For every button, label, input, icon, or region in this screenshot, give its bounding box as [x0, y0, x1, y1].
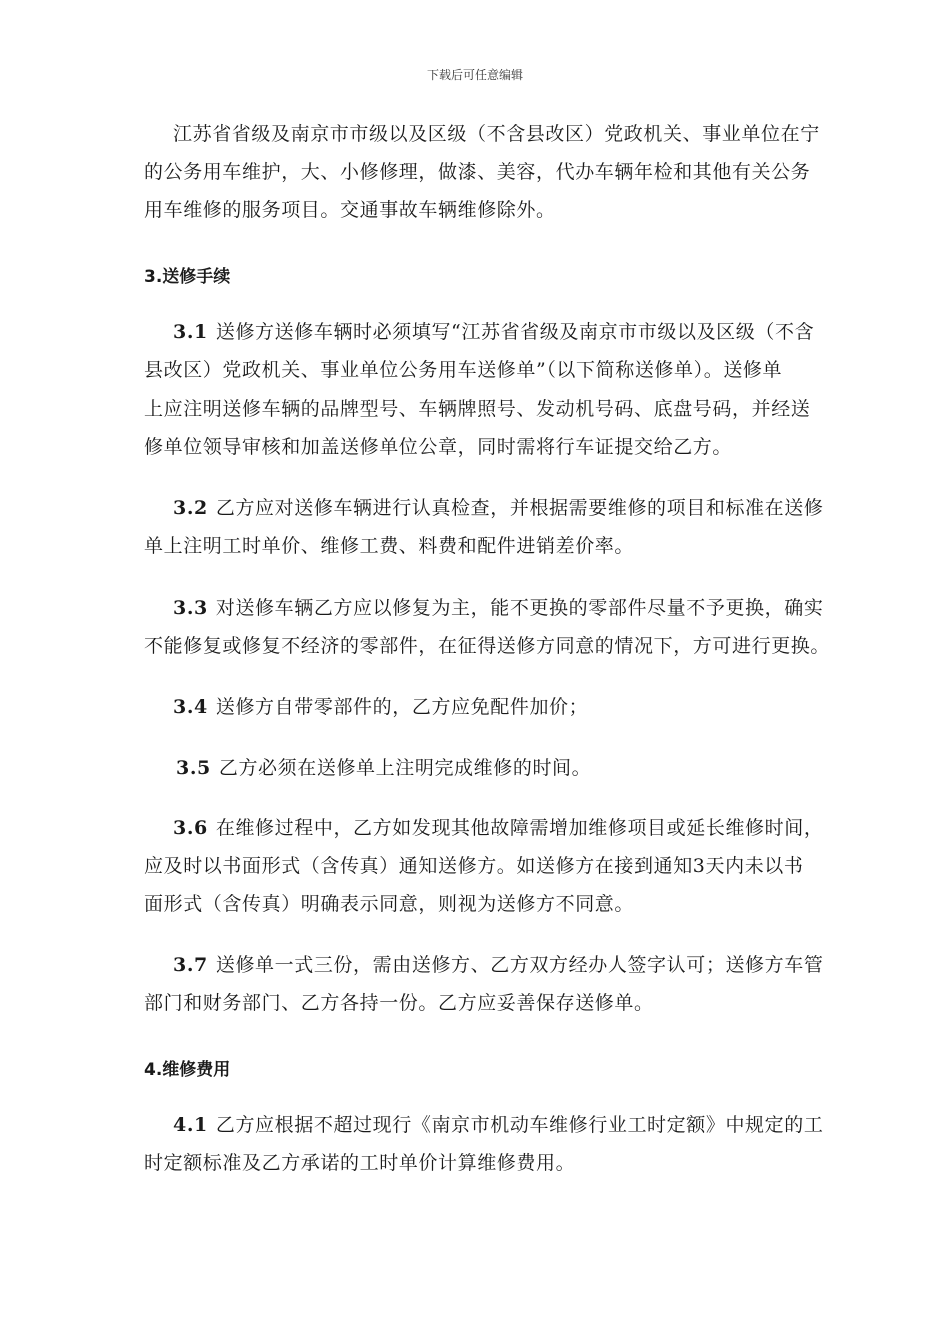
item-number: 3.7 [173, 954, 208, 976]
item-4-1-line-1: 4.1 乙方应根据不超过现行《南京市机动车维修行业工时定额》中规定的工 [173, 1114, 824, 1136]
item-number: 3.4 [173, 696, 208, 718]
item-3-6-line-1: 3.6 在维修过程中，乙方如发现其他故障需增加维修项目或延长维修时间， [173, 817, 824, 839]
item-number: 3.5 [176, 757, 211, 779]
intro-line-3: 用车维修的服务项目。交通事故车辆维修除外。 [144, 199, 556, 221]
item-3-7-line-1: 3.7 送修单一式三份，需由送修方、乙方双方经办人签字认可；送修方车管 [173, 954, 824, 976]
item-number: 4.1 [173, 1114, 208, 1136]
item-number: 3.3 [173, 597, 208, 619]
item-3-6-line-3: 面形式（含传真）明确表示同意，则视为送修方不同意。 [144, 893, 635, 915]
item-4-1-line-2: 时定额标准及乙方承诺的工时单价计算维修费用。 [144, 1152, 576, 1174]
item-3-5-line-1: 3.5 乙方必须在送修单上注明完成维修的时间。 [176, 757, 592, 779]
item-3-1-line-1: 3.1 送修方送修车辆时必须填写“江苏省省级及南京市市级以及区级（不含 [173, 321, 815, 343]
item-3-2-line-2: 单上注明工时单价、维修工费、料费和配件进销差价率。 [144, 535, 635, 557]
item-number: 3.6 [173, 817, 208, 839]
item-3-7-line-2: 部门和财务部门、乙方各持一份。乙方应妥善保存送修单。 [144, 992, 654, 1014]
item-3-3-line-1: 3.3 对送修车辆乙方应以修复为主，能不更换的零部件尽量不予更换，确实 [173, 597, 824, 619]
item-number: 3.2 [173, 497, 208, 519]
item-3-1-line-3: 上应注明送修车辆的品牌型号、车辆牌照号、发动机号码、底盘号码，并经送 [144, 398, 811, 420]
page-header: 下载后可任意编辑 [426, 68, 523, 82]
item-number: 3.1 [173, 321, 208, 343]
item-3-1-line-4: 修单位领导审核和加盖送修单位公章，同时需将行车证提交给乙方。 [144, 436, 733, 458]
intro-line-2: 的公务用车维护，大、小修修理，做漆、美容，代办车辆年检和其他有关公务 [144, 161, 811, 183]
item-3-2-line-1: 3.2 乙方应对送修车辆进行认真检查，并根据需要维修的项目和标准在送修 [173, 497, 824, 519]
item-3-4-line-1: 3.4 送修方自带零部件的，乙方应免配件加价； [173, 696, 589, 718]
section-4-heading: 4.维修费用 [144, 1060, 231, 1080]
item-3-1-line-2: 县改区）党政机关、事业单位公务用车送修单”（以下简称送修单）。送修单 [144, 359, 783, 381]
section-3-heading: 3.送修手续 [144, 267, 231, 287]
item-3-6-line-2: 应及时以书面形式（含传真）通知送修方。如送修方在接到通知3天内未以书 [144, 855, 804, 877]
item-3-3-line-2: 不能修复或修复不经济的零部件，在征得送修方同意的情况下，方可进行更换。 [144, 635, 831, 657]
intro-line-1: 江苏省省级及南京市市级以及区级（不含县改区）党政机关、事业单位在宁 [173, 123, 820, 145]
